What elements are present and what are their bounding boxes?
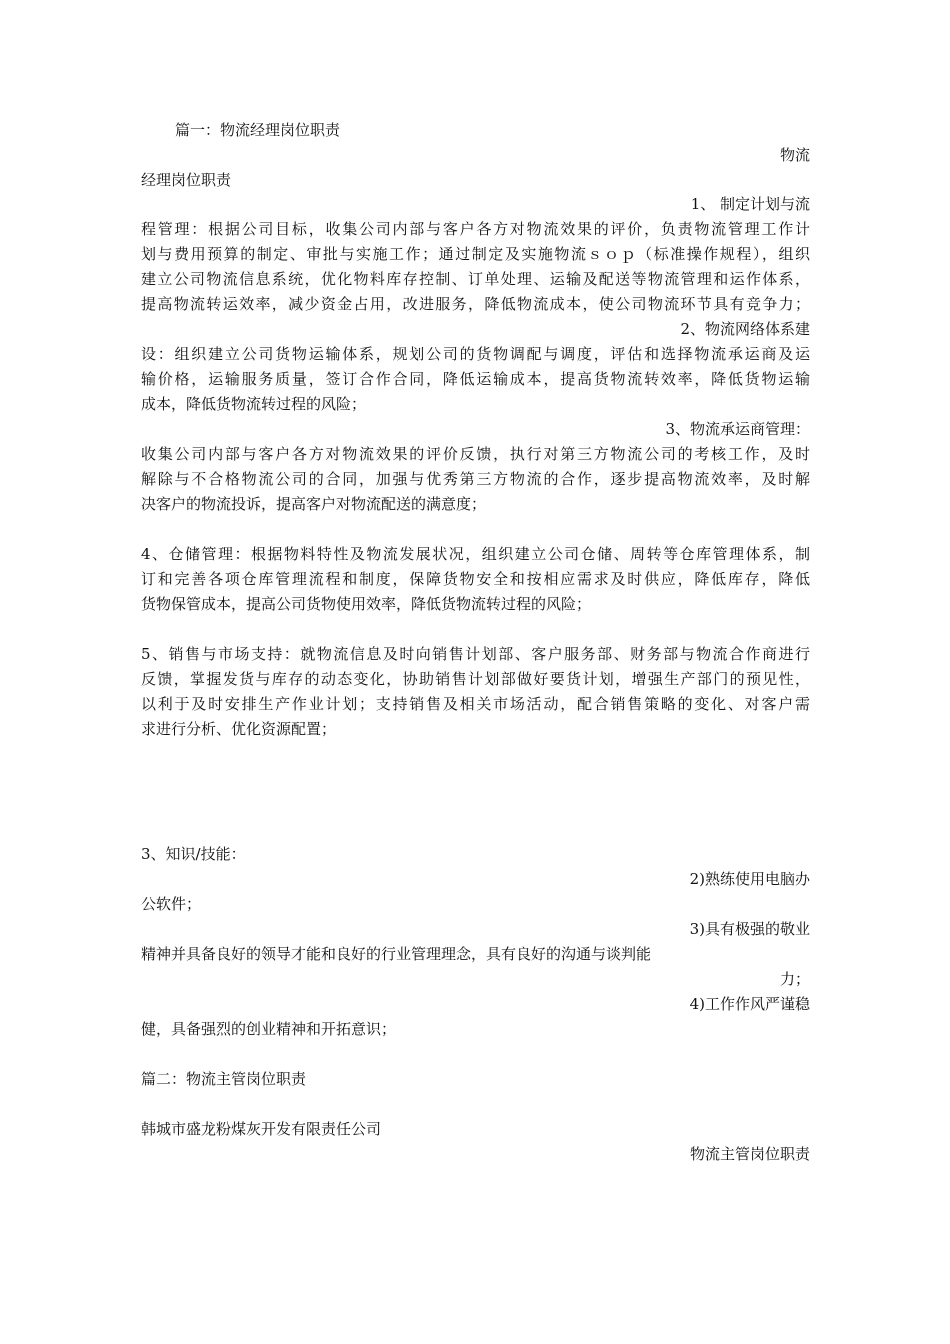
section1-title: 篇一：物流经理岗位职责: [175, 121, 341, 139]
item1-lead: 1、 制定计划与流: [690, 195, 810, 213]
item1-line: 划与费用预算的制定、审批与实施工作；通过制定及实施物流ｓｏｐ（标准操作规程），组织: [141, 245, 810, 263]
item2-line: 成本，降低货物流转过程的风险；: [141, 395, 367, 413]
item3-line: 收集公司内部与客户各方对物流效果的评价反馈，执行对第三方物流公司的考核工作，及时: [141, 445, 810, 463]
item2-line: 设：组织建立公司货物运输体系，规划公司的货物调配与调度，评估和选择物流承运商及运: [141, 345, 810, 363]
company-name: 韩城市盛龙粉煤灰开发有限责任公司: [141, 1120, 382, 1138]
skill3-line: 精神并具备良好的领导才能和良好的行业管理理念，具有良好的沟通与谈判能: [141, 945, 652, 963]
item3-line: 解除与不合格物流公司的合同，加强与优秀第三方物流的合作，逐步提高物流效率，及时解: [141, 470, 810, 488]
heading-part1: 物流: [779, 146, 810, 164]
skill4-lead: 4)工作作风严谨稳: [689, 995, 810, 1013]
item5-line: 反馈，掌握发货与库存的动态变化，协助销售计划部做好要货计划，增强生产部门的预见性，: [141, 670, 810, 688]
item3-line: 决客户的物流投诉，提高客户对物流配送的满意度；: [141, 495, 487, 513]
item2-lead: 2、物流网络体系建: [680, 320, 810, 338]
item4-line: 4、仓储管理：根据物料特性及物流发展状况，组织建立公司仓储、周转等仓库管理体系，制: [141, 545, 810, 563]
skill2-tail: 公软件；: [141, 895, 202, 913]
item4-line: 订和完善各项仓库管理流程和制度，保障货物安全和按相应需求及时供应，降低库存，降低: [141, 570, 810, 588]
section2-heading: 物流主管岗位职责: [689, 1145, 810, 1163]
item1-line: 提高物流转运效率，减少资金占用，改进服务，降低物流成本，使公司物流环节具有竞争力；: [141, 295, 810, 313]
item3-lead: 3、物流承运商管理：: [665, 420, 810, 438]
item5-line: 5、销售与市场支持：就物流信息及时向销售计划部、客户服务部、财务部与物流合作商进行: [141, 645, 810, 663]
item1-line: 程管理：根据公司目标，收集公司内部与客户各方对物流效果的评价，负责物流管理工作计: [141, 220, 810, 238]
skill4-tail: 健，具备强烈的创业精神和开拓意识；: [141, 1020, 397, 1038]
knowledge-title: 3、知识/技能：: [141, 845, 246, 863]
item5-line: 求进行分析、优化资源配置；: [141, 720, 337, 738]
skill3-tail: 力；: [779, 970, 810, 988]
skill3-lead: 3)具有极强的敬业: [689, 920, 810, 938]
section2-title: 篇二：物流主管岗位职责: [141, 1070, 307, 1088]
item1-line: 建立公司物流信息系统，优化物料库存控制、订单处理、运输及配送等物流管理和运作体系，: [141, 270, 810, 288]
item4-line: 货物保管成本，提高公司货物使用效率，降低货物流转过程的风险；: [141, 595, 592, 613]
heading-part2: 经理岗位职责: [141, 171, 232, 189]
item2-line: 输价格，运输服务质量，签订合作合同，降低运输成本，提高货物流转效率，降低货物运输: [141, 370, 810, 388]
item5-line: 以利于及时安排生产作业计划；支持销售及相关市场活动，配合销售策略的变化、对客户需: [141, 695, 810, 713]
skill2-lead: 2)熟练使用电脑办: [689, 870, 810, 888]
